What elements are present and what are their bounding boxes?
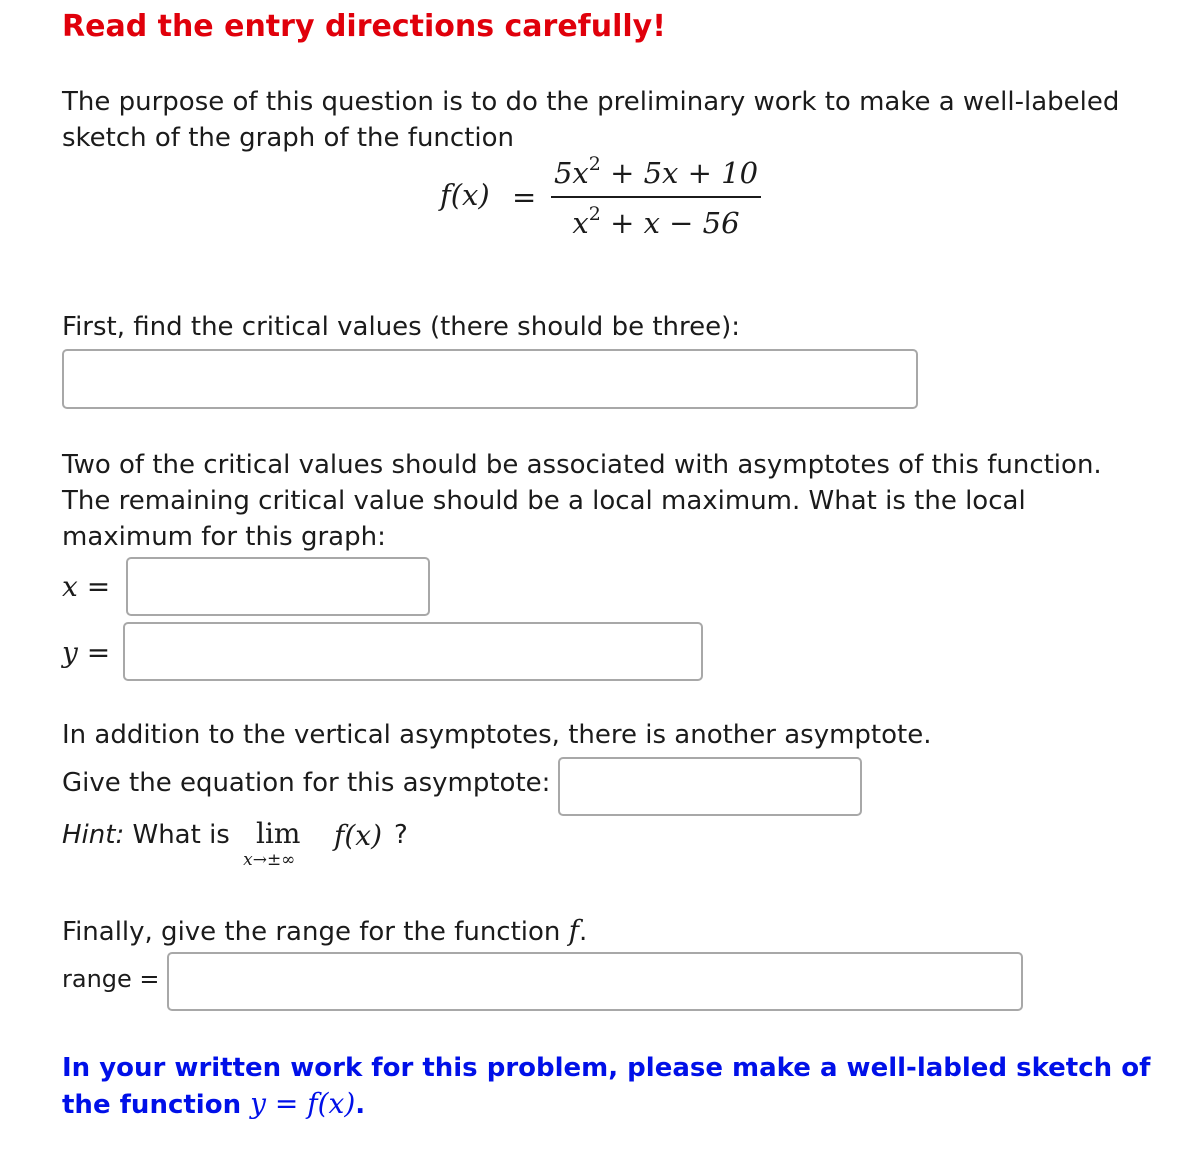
hint-label: Hint:	[62, 820, 125, 850]
asymptote-input[interactable]	[558, 757, 862, 816]
asymptote-intro: In addition to the vertical asymptotes, there is another asymptote.	[62, 720, 932, 750]
critical-values-prompt: First, find the critical values (there should be three):	[62, 312, 741, 342]
limit-operator	[243, 817, 301, 870]
critical-values-input[interactable]	[62, 349, 918, 409]
hint-question-mark: ?	[394, 820, 408, 850]
y-label: y =	[62, 636, 111, 669]
function-lhs: f(x)	[440, 178, 490, 212]
function-equals: =	[512, 180, 537, 214]
asymptote-prompt: Give the equation for this asymptote:	[62, 768, 551, 798]
function-fraction	[551, 153, 761, 240]
hint-line	[62, 820, 230, 850]
sketch-instruction: In your written work for this problem, please make a well-labled sketch of the function y = f(x).	[62, 1053, 1151, 1120]
function-denominator: $x^2 + x - 56$	[572, 203, 740, 240]
range-function-var: f	[568, 914, 580, 947]
local-max-prompt: Two of the critical values should be associated with asymptotes of this function. The remaining critical value should be a local maximum. What is the local maximum for this graph:	[62, 450, 1102, 552]
local-max-y-input[interactable]	[123, 622, 703, 681]
intro-text: The purpose of this question is to do the preliminary work to make a well-labeled sketch of the graph of the function	[62, 87, 1120, 153]
function-numerator: $5x^2 + 5x + 10$	[553, 153, 759, 190]
local-max-x-input[interactable]	[126, 557, 430, 616]
warning-heading: Read the entry directions carefully!	[62, 9, 666, 44]
lim-subscript: x→±∞	[243, 850, 296, 870]
range-label: range =	[62, 965, 160, 993]
limit-expression: f(x)	[334, 819, 383, 852]
hint-text: What is	[132, 820, 230, 850]
range-prompt: Finally, give the range for the function f.	[62, 914, 588, 947]
x-label: x =	[62, 570, 111, 603]
footer-equation: y = f(x)	[250, 1087, 356, 1120]
lim-word: lim	[256, 817, 301, 850]
fraction-bar	[551, 196, 761, 198]
range-input[interactable]	[167, 952, 1023, 1011]
